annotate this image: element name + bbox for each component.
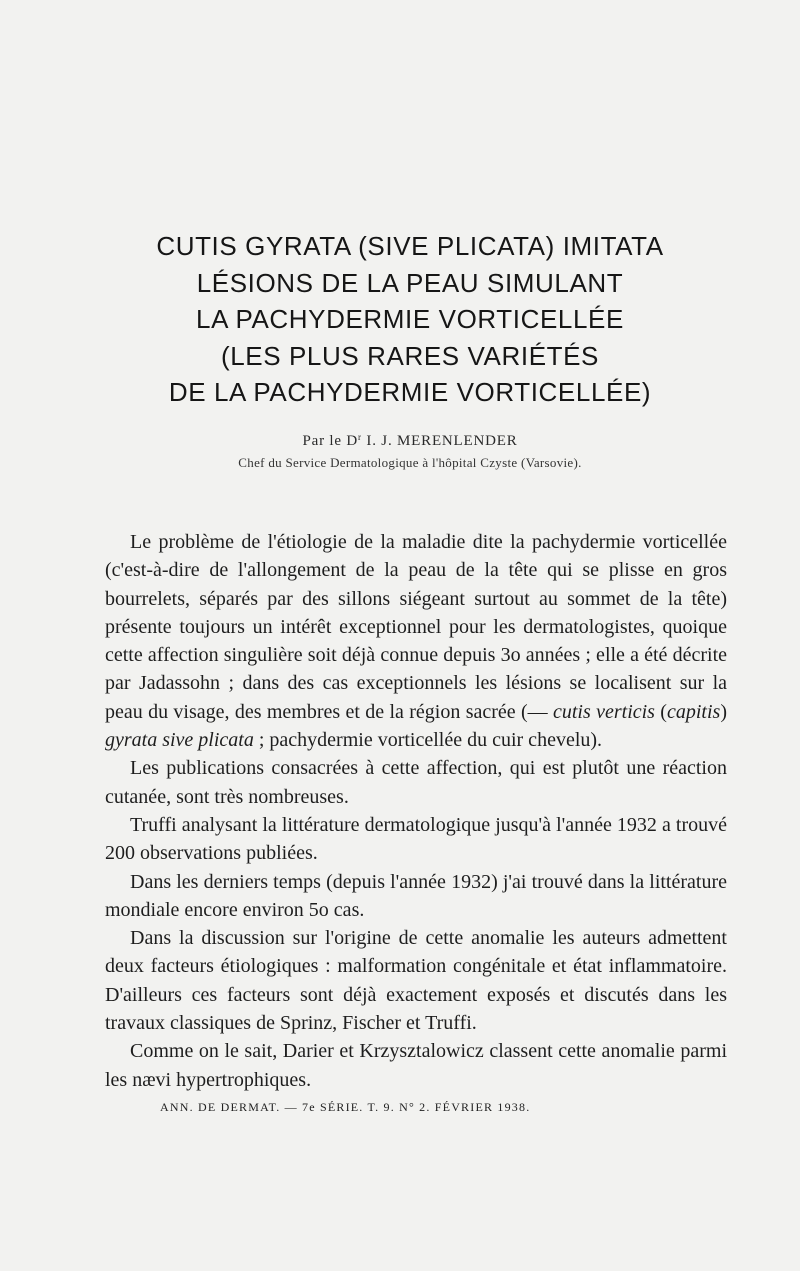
paragraph-6: Comme on le sait, Darier et Krzysztalowicz classent cette anomalie parmi les nævi hypertrophiques. — [105, 1040, 727, 1091]
article-body — [105, 528, 727, 1094]
title-line-2: LÉSIONS DE LA PEAU SIMULANT — [196, 267, 624, 298]
p1-text-c: ) — [720, 700, 727, 723]
paragraph-2: Les publications consacrées à cette affection, qui est plutôt une réaction cutanée, sont très nombreuses. — [105, 757, 727, 808]
paragraph-1 — [105, 528, 727, 754]
p1-italic-1: cutis verticis — [552, 700, 655, 723]
byline-prefix: Par le D — [302, 433, 359, 449]
article-title — [100, 228, 720, 411]
paragraph-5: Dans la discussion sur l'origine de cette anomalie les auteurs admettent deux facteurs étiologiques : malformation congénitale et état inflammatoire. D'ailleurs ces facteurs sont déjà exactement exposés et discutés dans les travaux classiques de Sprinz, Fischer et Truffi. — [105, 927, 727, 1035]
author-byline — [200, 432, 620, 450]
p1-italic-3: gyrata sive plicata — [105, 729, 254, 752]
journal-footer: ANN. DE DERMAT. — 7e SÉRIE. T. 9. N° 2. FÉVRIER 1938. — [160, 1100, 531, 1114]
title-line-5: DE LA PACHYDERMIE VORTICELLÉE) — [168, 377, 652, 407]
title-line-1: CUTIS GYRATA (SIVE PLICATA) IMITATA — [156, 231, 664, 261]
p1-text-b: ( — [654, 700, 667, 723]
paragraph-4: Dans les derniers temps (depuis l'année 1932) j'ai trouvé dans la littérature mondiale encore environ 5o cas. — [105, 870, 727, 921]
paragraph-3: Truffi analysant la littérature dermatologique jusqu'à l'année 1932 a trouvé 200 observations publiées. — [105, 813, 727, 865]
byline-sup: r — [358, 432, 362, 442]
author-affiliation: Chef du Service Dermatologique à l'hôpital Czyste (Varsovie). — [238, 455, 582, 470]
author-name: I. J. MERENLENDER — [361, 433, 518, 449]
p1-text-d: ; pachydermie vorticellée du cuir chevelu). — [253, 729, 603, 752]
title-line-3: LA PACHYDERMIE VORTICELLÉE — [196, 304, 624, 334]
title-line-4: (LES PLUS RARES VARIÉTÉS — [220, 340, 600, 371]
p1-italic-2: capitis — [666, 700, 721, 723]
p1-text-a: Le problème de l'étiologie de la maladie dite la pachydermie vorticellée (c'est-à-dire de l'allongement de la peau de la tête qui se plisse en gros bourrelets, séparés par des sillons siégeant surtout au sommet de la tête) présente toujours un intérêt exceptionnel pour les dermatologistes, quoique cette affection singulière soit déjà connue depuis 3o années ; elle a été décrite par Jadassohn ; dans des cas exceptionnels les lésions se localisent sur la peau du visage, des membres et de la région sacrée (— — [105, 531, 727, 723]
